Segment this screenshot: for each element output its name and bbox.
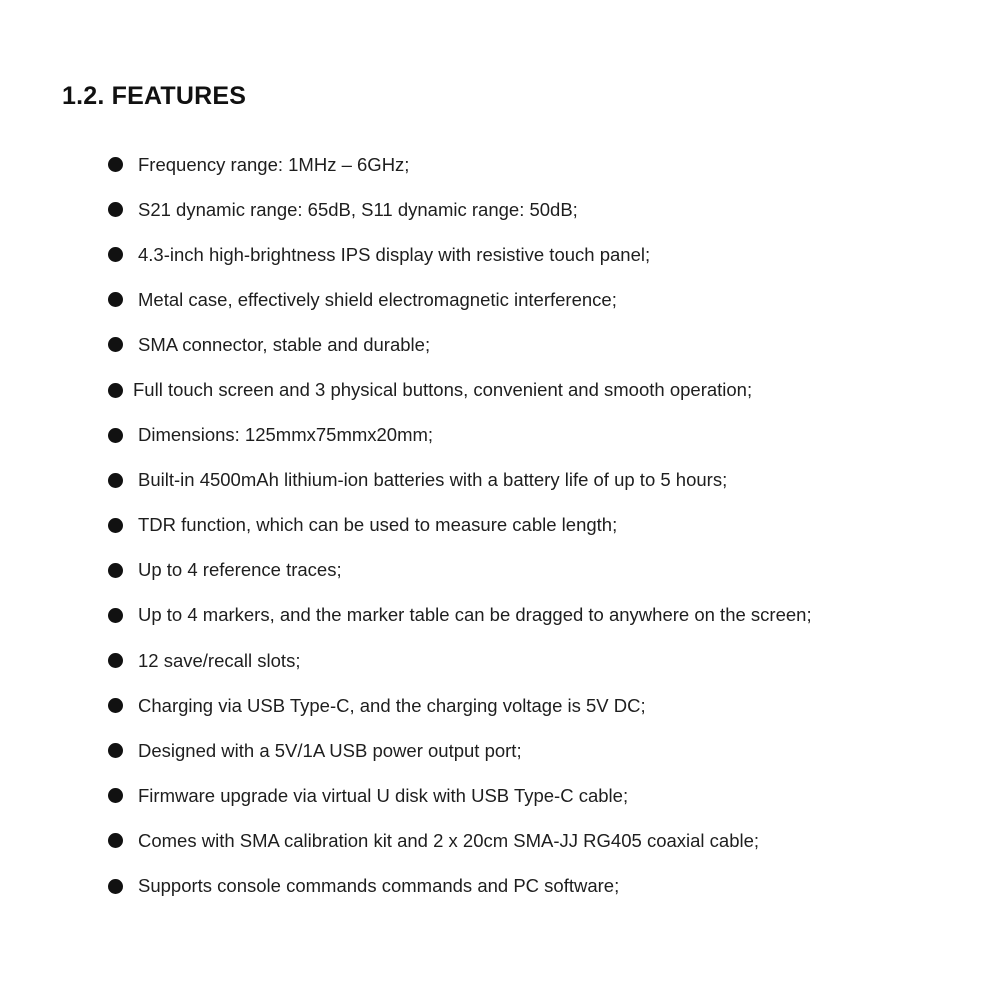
bullet-icon (108, 879, 123, 894)
bullet-icon (108, 473, 123, 488)
bullet-icon (108, 202, 123, 217)
feature-text: Charging via USB Type-C, and the charging voltage is 5V DC; (138, 694, 646, 716)
feature-item (108, 818, 812, 863)
feature-item (108, 277, 812, 322)
bullet-icon (108, 292, 123, 307)
feature-text: Full touch screen and 3 physical buttons, convenient and smooth operation; (133, 379, 753, 401)
feature-text: TDR function, which can be used to measure cable length; (138, 514, 618, 536)
bullet-icon (108, 518, 123, 533)
feature-text: 12 save/recall slots; (138, 649, 301, 671)
feature-item (108, 142, 812, 187)
bullet-icon (108, 698, 123, 713)
feature-item (108, 773, 812, 818)
feature-item (108, 232, 812, 277)
feature-text: 4.3-inch high-brightness IPS display with resistive touch panel; (138, 243, 651, 265)
bullet-icon (108, 337, 123, 352)
feature-item (108, 548, 812, 593)
feature-text: Up to 4 reference traces; (138, 559, 342, 581)
bullet-icon (108, 428, 123, 443)
feature-item (108, 187, 812, 232)
bullet-icon (108, 788, 123, 803)
feature-text: Supports console commands commands and PC software; (138, 875, 620, 897)
feature-item (108, 728, 812, 773)
bullet-icon (108, 247, 123, 262)
feature-text: Built-in 4500mAh lithium-ion batteries with a battery life of up to 5 hours; (138, 469, 728, 491)
bullet-icon (108, 743, 123, 758)
feature-text: Frequency range: 1MHz – 6GHz; (138, 153, 410, 175)
bullet-icon (108, 563, 123, 578)
bullet-icon (108, 833, 123, 848)
feature-text: S21 dynamic range: 65dB, S11 dynamic range: 50dB; (138, 198, 578, 220)
feature-text: Metal case, effectively shield electromagnetic interference; (138, 288, 617, 310)
bullet-icon (108, 608, 123, 623)
feature-item (108, 503, 812, 548)
feature-item (108, 638, 812, 683)
feature-text: Up to 4 markers, and the marker table can be dragged to anywhere on the screen; (138, 604, 812, 626)
bullet-icon (108, 383, 123, 398)
bullet-icon (108, 157, 123, 172)
feature-text: Comes with SMA calibration kit and 2 x 20cm SMA-JJ RG405 coaxial cable; (138, 829, 760, 851)
feature-list (108, 142, 812, 909)
feature-item (108, 367, 812, 412)
bullet-icon (108, 653, 123, 668)
feature-item (108, 458, 812, 503)
feature-text: Designed with a 5V/1A USB power output port; (138, 739, 522, 761)
feature-item (108, 683, 812, 728)
feature-text: Firmware upgrade via virtual U disk with USB Type-C cable; (138, 784, 629, 806)
feature-text: SMA connector, stable and durable; (138, 333, 431, 355)
feature-item (108, 593, 812, 638)
feature-item (108, 413, 812, 458)
section-heading: 1.2. FEATURES (62, 82, 247, 110)
feature-item (108, 864, 812, 909)
feature-item (108, 322, 812, 367)
feature-text: Dimensions: 125mmx75mmx20mm; (138, 424, 434, 446)
